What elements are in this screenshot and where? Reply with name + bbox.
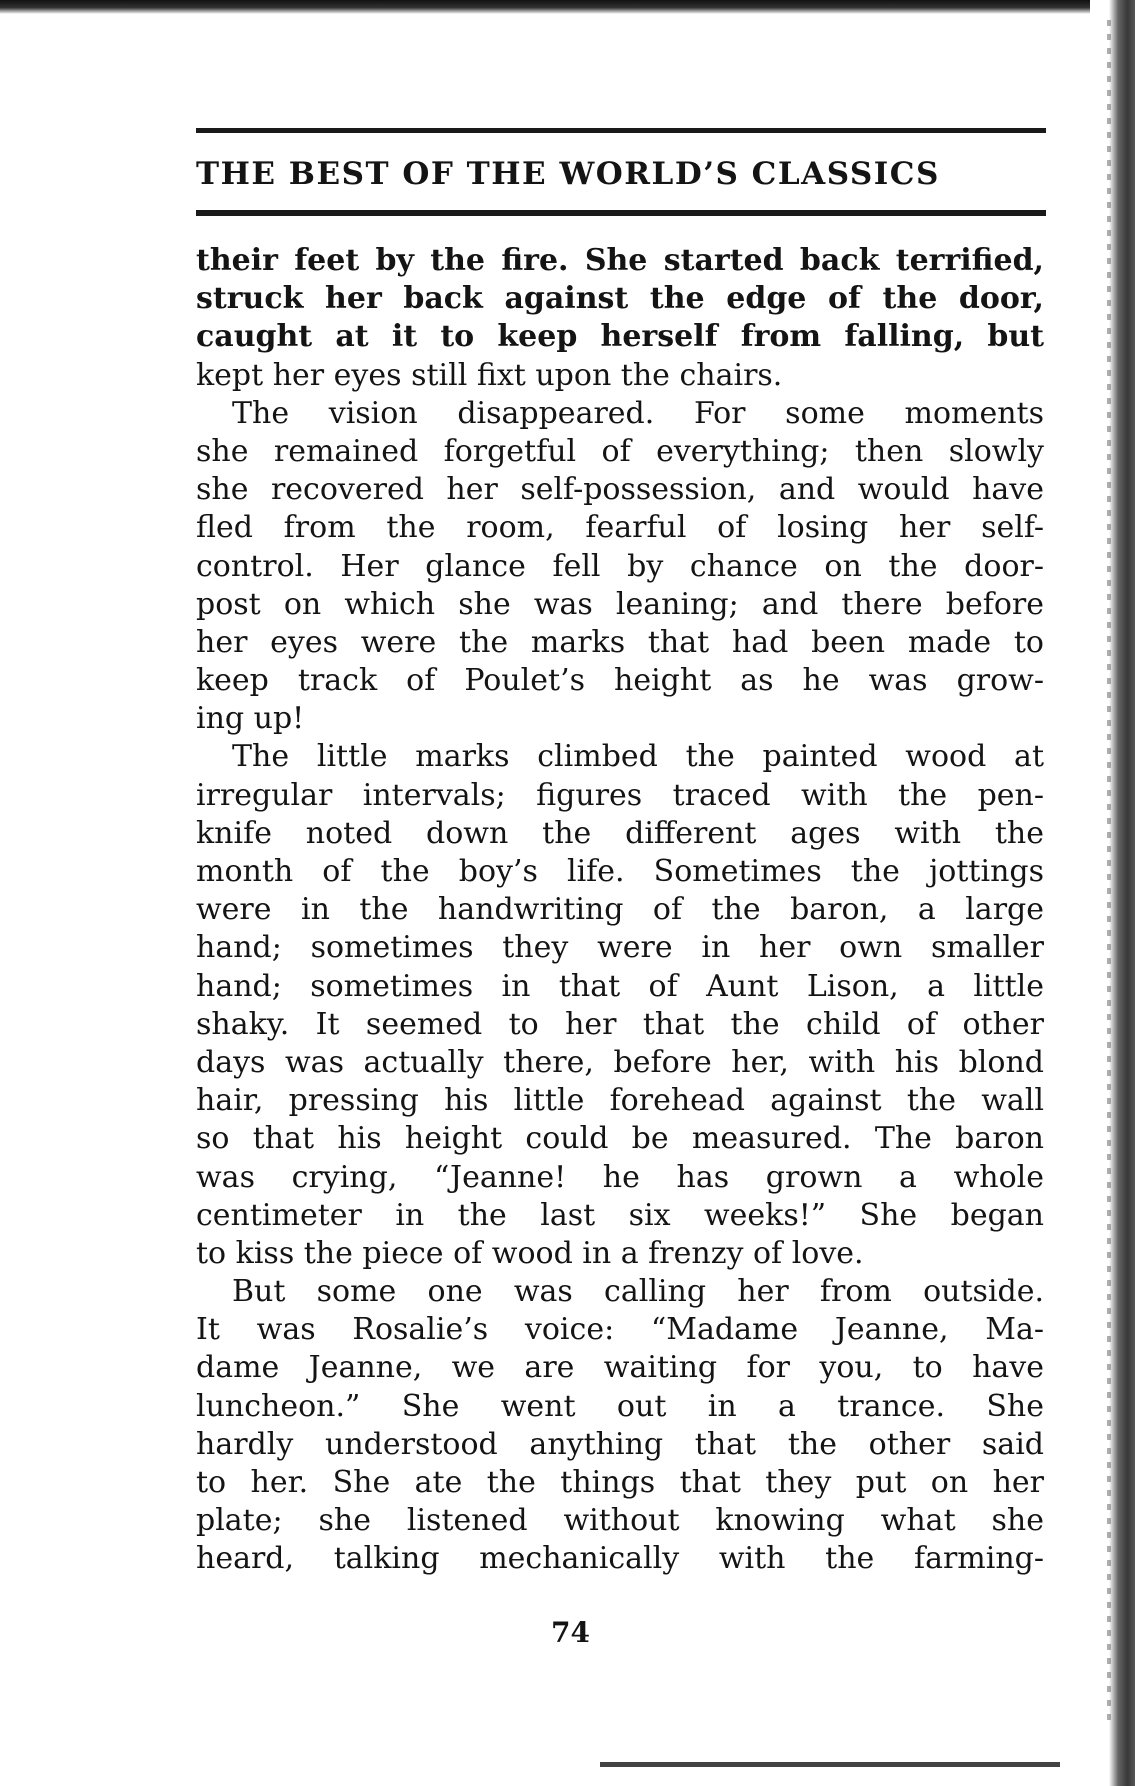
text-line: post on which she was leaning; and there before	[196, 586, 1044, 622]
text-line: It was Rosalie’s voice: “Madame Jeanne, Ma-	[196, 1312, 1044, 1348]
text-line: hardly understood anything that the other said	[196, 1426, 1044, 1462]
text-line: month of the boy’s life. Sometimes the jottings	[196, 854, 1044, 889]
text-line: knife noted down the different ages with the	[196, 815, 1044, 851]
scan-border-top	[0, 0, 1090, 14]
text-line: control. Her glance fell by chance on the door-	[196, 548, 1044, 584]
text-line: luncheon.” She went out in a trance. She	[196, 1388, 1044, 1424]
text-line: days was actually there, before her, with his blond	[196, 1044, 1044, 1080]
text-line: ing up!	[196, 701, 305, 737]
header-rule-top	[196, 128, 1046, 133]
text-line: to her. She ate the things that they put on her	[196, 1465, 1044, 1500]
text-line: keep track of Poulet’s height as he was grow-	[196, 663, 1044, 699]
scan-border-right	[1109, 0, 1135, 1786]
text-line: But some one was calling her from outside.	[232, 1274, 1044, 1310]
text-line: she remained forgetful of everything; then slowly	[196, 433, 1044, 469]
text-line: The little marks climbed the painted wood at	[232, 739, 1044, 775]
text-line: shaky. It seemed to her that the child of other	[196, 1006, 1044, 1042]
text-line: struck her back against the edge of the door,	[196, 281, 1044, 317]
text-line: hand; sometimes in that of Aunt Lison, a little	[196, 968, 1044, 1004]
text-line: to kiss the piece of wood in a frenzy of love.	[196, 1235, 864, 1271]
text-line: fled from the room, fearful of losing her self-	[196, 510, 1044, 546]
text-line: kept her eyes still fixt upon the chairs.	[196, 357, 783, 393]
text-line: centimeter in the last six weeks!” She began	[196, 1197, 1044, 1233]
text-line: was crying, “Jeanne! he has grown a whole	[196, 1159, 1044, 1195]
text-line: irregular intervals; figures traced with the pen-	[196, 777, 1044, 813]
page-number: 74	[551, 1616, 590, 1649]
body-text	[196, 242, 1044, 1579]
header-rule-bottom	[196, 210, 1046, 216]
text-line: plate; she listened without knowing what she	[196, 1503, 1044, 1539]
text-line: hand; sometimes they were in her own smaller	[196, 930, 1044, 966]
text-line: so that his height could be measured. The baron	[196, 1121, 1044, 1157]
text-line: she recovered her self-possession, and would have	[196, 472, 1044, 508]
scan-gutter-shadow	[1107, 20, 1111, 1720]
text-line: were in the handwriting of the baron, a large	[196, 892, 1044, 928]
scan-border-bottom	[600, 1762, 1060, 1767]
text-line: dame Jeanne, we are waiting for you, to have	[196, 1350, 1044, 1386]
text-line: The vision disappeared. For some moments	[232, 395, 1044, 431]
text-line: hair, pressing his little forehead against the wall	[196, 1083, 1044, 1119]
text-line: heard, talking mechanically with the farming-	[196, 1541, 1044, 1577]
text-line: caught at it to keep herself from falling, but	[196, 319, 1044, 355]
text-line: her eyes were the marks that had been made to	[196, 624, 1044, 660]
text-line: their feet by the fire. She started back terrified,	[196, 243, 1044, 278]
running-head: THE BEST OF THE WORLD’S CLASSICS	[196, 156, 940, 192]
